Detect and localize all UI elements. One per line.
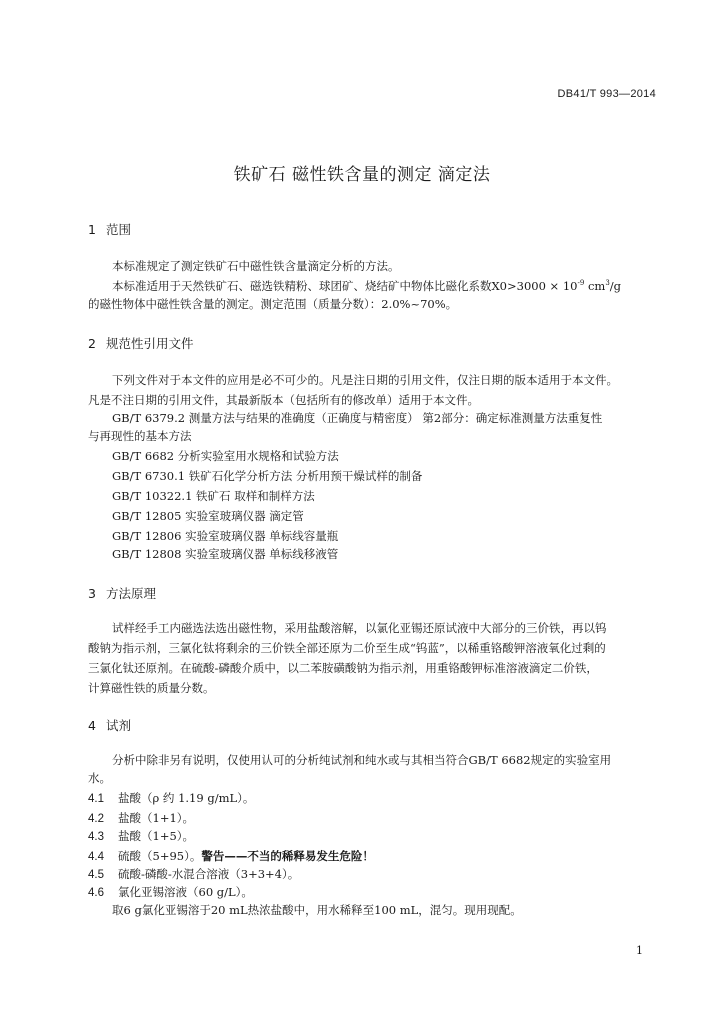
clause-number: 4.4 — [88, 851, 104, 863]
section-number: 3 — [88, 586, 96, 601]
clause-number: 4.1 — [88, 793, 104, 805]
reagent-item — [88, 848, 374, 864]
page-number: 1 — [636, 944, 643, 957]
section-number: 4 — [88, 718, 96, 733]
text-run: 本标准适用于天然铁矿石、磁选铁精粉、球团矿、烧结矿中物体比磁化系数X0>3000 × 10 — [112, 279, 578, 293]
reagent-preparation-note: 取6 g氯化亚锡溶于20 mL热浓盐酸中，用水稀释至100 mL，混匀。现用现配。 — [112, 903, 522, 917]
clause-number: 4.6 — [88, 887, 104, 899]
reference-item: GB/T 6730.1 铁矿石化学分析方法 分析用预干燥试样的制备 — [112, 469, 423, 483]
reference-item: GB/T 12806 实验室玻璃仪器 单标线容量瓶 — [112, 529, 339, 543]
clause-number: 4.3 — [88, 831, 104, 843]
superscript: -9 — [577, 279, 585, 287]
reagent-item — [88, 884, 253, 900]
section-number: 2 — [88, 336, 96, 351]
document-title: 铁矿石 磁性铁含量的测定 滴定法 — [233, 165, 491, 185]
standard-code: DB41/T 993—2014 — [557, 88, 656, 100]
clause-text: 硫酸-磷酸-水混合溶液（3+3+4）。 — [118, 867, 300, 881]
clause-number: 4.5 — [88, 869, 104, 881]
reference-item: GB/T 6379.2 测量方法与结果的准确度（正确度与精密度） 第2部分：确定标准测量方法重复性 — [112, 411, 603, 425]
section-title: 试剂 — [106, 718, 132, 733]
clause-text: 盐酸（1+1）。 — [118, 811, 195, 825]
clause-text: 盐酸（ρ 约 1.19 g/mL）。 — [118, 791, 255, 805]
section-title: 范围 — [106, 222, 132, 237]
references-intro-line-1: 下列文件对于本文件的应用是必不可少的。凡是注日期的引用文件，仅注日期的版本适用于本文件。 — [112, 373, 618, 387]
warning-text: 警告——不当的稀释易发生危险！ — [201, 849, 374, 863]
scope-paragraph-2-line-1 — [112, 276, 621, 296]
clause-number: 4.2 — [88, 813, 104, 825]
section-number: 1 — [88, 222, 96, 237]
reagents-intro-line-2: 水。 — [88, 771, 111, 785]
references-intro-line-2: 凡是不注日期的引用文件，其最新版本（包括所有的修改单）适用于本文件。 — [88, 393, 479, 407]
reagent-item — [88, 810, 194, 826]
reagents-intro-line-1: 分析中除非另有说明，仅使用认可的分析纯试剂和纯水或与其相当符合GB/T 6682规定的实验室用 — [112, 753, 612, 767]
reagent-item — [88, 828, 194, 844]
principle-line: 计算磁性铁的质量分数。 — [88, 681, 215, 695]
principle-line: 酸钠为指示剂，三氯化钛将剩余的三价铁全部还原为二价至生成“钨蓝”，以稀重铬酸钾溶液氧化过剩的 — [88, 641, 606, 655]
reagent-item — [88, 790, 254, 806]
reference-item: GB/T 12805 实验室玻璃仪器 滴定管 — [112, 509, 304, 523]
scope-paragraph-1: 本标准规定了测定铁矿石中磁性铁含量滴定分析的方法。 — [112, 259, 400, 273]
clause-text: 盐酸（1+5）。 — [118, 829, 195, 843]
section-title: 规范性引用文件 — [106, 336, 194, 351]
reference-item-continued: 与再现性的基本方法 — [88, 429, 192, 443]
section-1-heading — [88, 220, 131, 238]
superscript: 3 — [605, 279, 610, 287]
section-3-heading — [88, 584, 156, 602]
section-title: 方法原理 — [106, 586, 157, 601]
section-4-heading — [88, 716, 131, 734]
reference-item: GB/T 6682 分析实验室用水规格和试验方法 — [112, 449, 339, 463]
principle-line: 三氯化钛还原剂。在硫酸-磷酸介质中，以二苯胺磺酸钠为指示剂，用重铬酸钾标准溶液滴定二价铁， — [88, 661, 598, 675]
principle-line: 试样经手工内磁选法选出磁性物，采用盐酸溶解，以氯化亚锡还原试液中大部分的三价铁，再以钨 — [112, 621, 607, 635]
reagent-item — [88, 866, 299, 882]
reference-item: GB/T 10322.1 铁矿石 取样和制样方法 — [112, 489, 315, 503]
clause-text: 氯化亚锡溶液（60 g/L）。 — [118, 885, 253, 899]
text-run: cm — [584, 279, 606, 293]
scope-paragraph-2-line-2: 的磁性物体中磁性铁含量的测定。测定范围（质量分数）：2.0%~70%。 — [88, 297, 458, 311]
text-run: /g — [609, 279, 622, 293]
section-2-heading — [88, 334, 194, 352]
reference-item: GB/T 12808 实验室玻璃仪器 单标线移液管 — [112, 547, 339, 561]
clause-text: 硫酸（5+95）。 — [118, 849, 202, 863]
